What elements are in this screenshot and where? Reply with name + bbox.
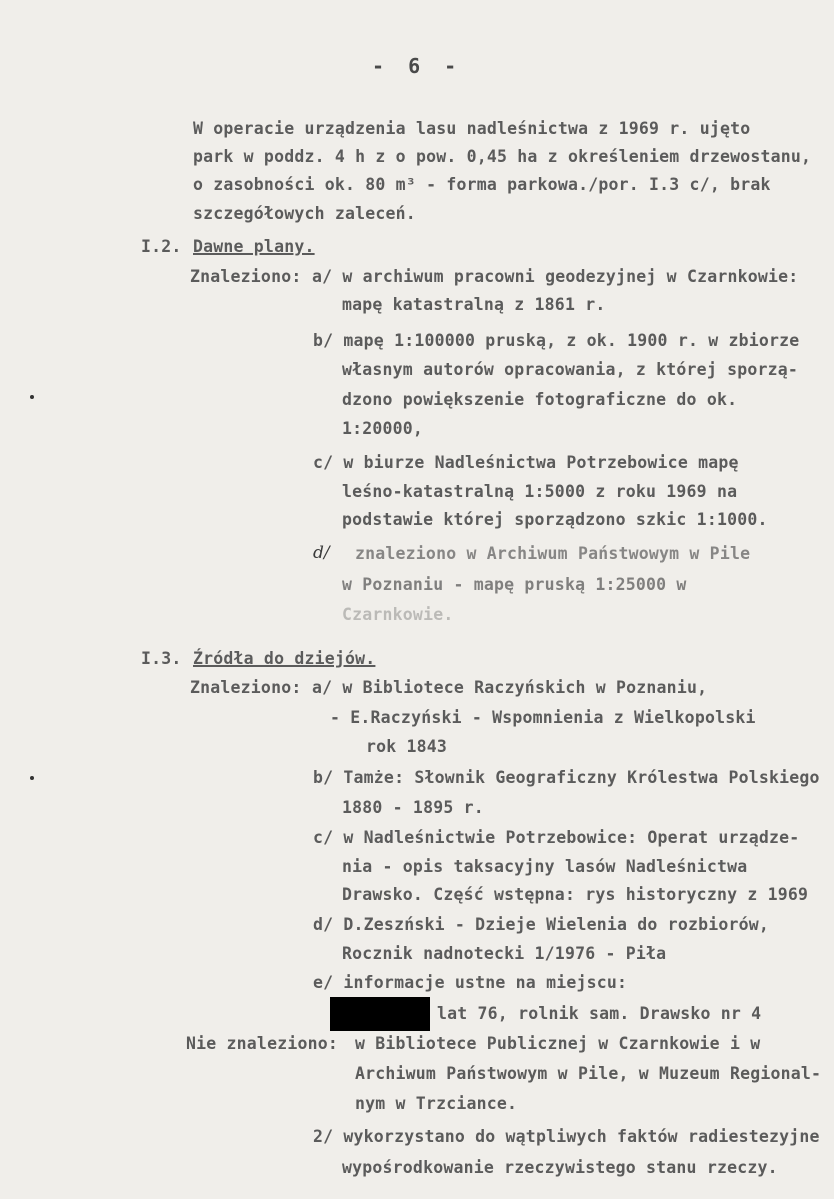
section-2-item-d-label: d/ [313,543,330,563]
section-3-item-e-1: e/ informacje ustne na miejscu: [313,973,628,992]
section-3-not-found-1: w Bibliotece Publicznej w Czarnkowie i w [355,1034,761,1053]
section-2-item-d-2: w Poznaniu - mapę pruską 1:25000 w [342,575,687,594]
intro-line-2: park w poddz. 4 h z o pow. 0,45 ha z określeniem drzewostanu, [193,147,812,166]
section-3-item-a-2: - E.Raczyński - Wspomnienia z Wielkopolski [330,708,756,727]
intro-line-4: szczegółowych zaleceń. [193,204,416,223]
section-2-item-c-3: podstawie której sporządzono szkic 1:1000. [342,510,768,529]
section-3-item-c-1: c/ w Nadleśnictwie Potrzebowice: Operat urządze- [313,828,800,847]
section-2-title: Dawne plany. [193,237,315,256]
section-2-number: I.2. [141,237,182,256]
section-3-item-a-1: a/ w Bibliotece Raczyńskich w Poznaniu, [312,678,708,697]
section-3-item-c-2: nia - opis taksacyjny lasów Nadleśnictwa [342,857,748,876]
section-2-item-a-2: mapę katastralną z 1861 r. [342,295,606,314]
section-3-number: I.3. [141,649,182,668]
section-2-item-a-1: a/ w archiwum pracowni geodezyjnej w Czarnkowie: [312,267,799,286]
section-3-item-d-2: Rocznik nadnotecki 1/1976 - Piła [342,944,667,963]
margin-mark [30,776,34,780]
section-3-item-2-2: wypośrodkowanie rzeczywistego stanu rzeczy. [342,1158,778,1177]
margin-mark [30,395,34,399]
section-3-item-e-2: lat 76, rolnik sam. Drawsko nr 4 [437,1004,762,1023]
redaction-bar [330,997,430,1031]
section-3-item-d-1: d/ D.Zeszński - Dzieje Wielenia do rozbiorów, [313,915,770,934]
section-3-item-b-1: b/ Tamże: Słownik Geograficzny Królestwa Polskiego [313,768,820,787]
section-2-item-d-1: znaleziono w Archiwum Państwowym w Pile [355,544,751,563]
section-2-item-b-1: b/ mapę 1:100000 pruską, z ok. 1900 r. w zbiorze [313,331,800,350]
section-3-not-found-label: Nie znaleziono: [186,1034,339,1053]
section-3-title: Źródła do dziejów. [193,649,376,668]
section-3-not-found-3: nym w Trzciance. [355,1094,518,1113]
section-2-found-label: Znaleziono: [190,267,302,286]
section-2-item-d-3: Czarnkowie. [342,605,454,624]
section-2-item-b-2: własnym autorów opracowania, z której sporzą- [342,360,799,379]
section-3-item-a-3: rok 1843 [366,737,448,756]
section-2-item-c-1: c/ w biurze Nadleśnictwa Potrzebowice mapę [313,453,739,472]
intro-line-3: o zasobności ok. 80 m³ - forma parkowa./por. I.3 c/, brak [193,175,771,194]
section-3-item-c-3: Drawsko. Część wstępna: rys historyczny z 1969 [342,885,809,904]
section-3-found-label: Znaleziono: [190,678,302,697]
section-2-item-b-3: dzono powiększenie fotograficzne do ok. [342,390,738,409]
page-number: - 6 - [372,54,463,78]
section-2-item-b-4: 1:20000, [342,419,424,438]
section-3-item-2-1: 2/ wykorzystano do wątpliwych faktów radiestezyjne [313,1127,820,1146]
intro-line-1: W operacie urządzenia lasu nadleśnictwa z 1969 r. ujęto [193,119,751,138]
section-3-not-found-2: Archiwum Państwowym w Pile, w Muzeum Regional- [355,1064,822,1083]
section-3-item-b-2: 1880 - 1895 r. [342,798,484,817]
section-2-item-c-2: leśno-katastralną 1:5000 z roku 1969 na [342,482,738,501]
